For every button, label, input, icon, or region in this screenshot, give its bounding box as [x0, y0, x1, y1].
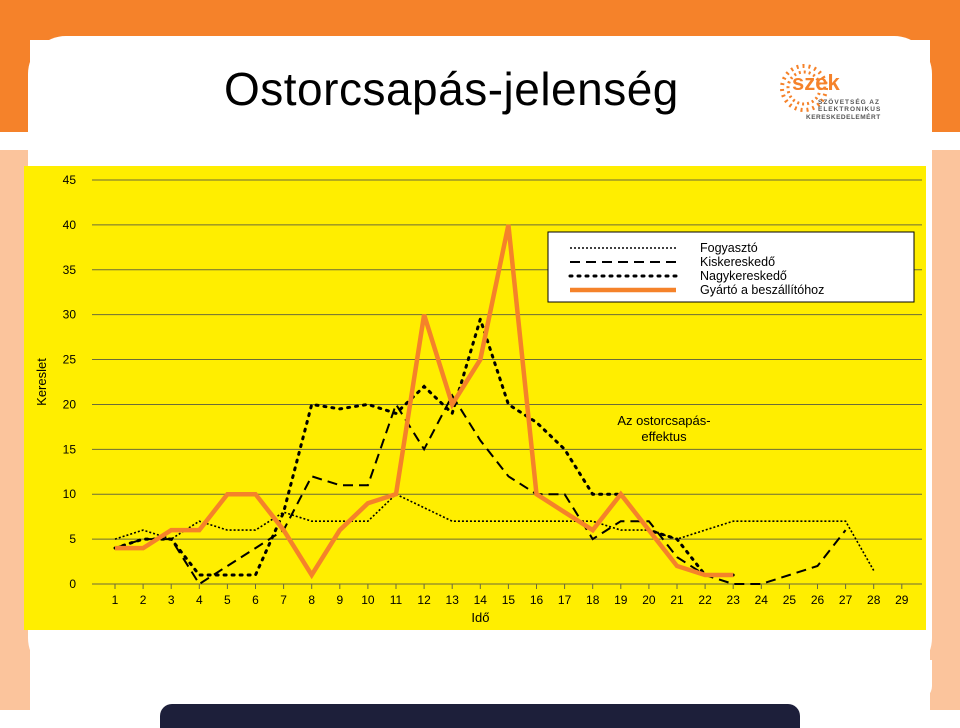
right-orange-strip [930, 40, 960, 132]
x-tick-11: 11 [389, 593, 403, 607]
x-tick-20: 20 [642, 593, 656, 607]
chart-legend [548, 232, 914, 302]
y-tick-15: 15 [62, 442, 76, 457]
x-tick-19: 19 [614, 593, 628, 607]
x-tick-13: 13 [445, 593, 459, 607]
x-tick-27: 27 [838, 593, 853, 607]
x-tick-29: 29 [895, 593, 909, 607]
top-orange-band [0, 0, 960, 40]
y-tick-30: 30 [62, 307, 76, 322]
x-axis-label: Idő [471, 610, 490, 625]
x-tick-21: 21 [670, 593, 684, 607]
right-peach-border [930, 150, 960, 710]
x-tick-24: 24 [754, 593, 768, 607]
x-tick-4: 4 [195, 593, 203, 607]
x-tick-2: 2 [139, 593, 147, 607]
x-tick-7: 7 [280, 593, 287, 607]
x-tick-25: 25 [782, 593, 797, 607]
logo-caption-1: SZÖVETSÉG AZ [818, 99, 880, 106]
demand-line-chart [24, 166, 926, 630]
annotation-line-1: Az ostorcsapás- [617, 413, 711, 428]
legend-label-1: Fogyasztó [700, 241, 758, 255]
left-orange-strip [0, 40, 30, 132]
x-tick-15: 15 [501, 593, 516, 607]
logo-wordmark: szek [792, 70, 840, 95]
x-tick-16: 16 [529, 593, 544, 607]
legend-label-3: Nagykereskedő [700, 269, 787, 283]
y-tick-20: 20 [62, 397, 76, 412]
x-tick-9: 9 [336, 593, 344, 607]
x-tick-18: 18 [586, 593, 600, 607]
chart-container [24, 166, 926, 630]
legend-label-4: Gyártó a beszállítóhoz [700, 283, 825, 297]
bottom-dark-bar [160, 704, 800, 728]
logo-caption-2: ELEKTRONIKUS [818, 106, 882, 113]
bottom-tab [232, 660, 932, 700]
y-tick-40: 40 [62, 217, 76, 232]
logo-caption-3: KERESKEDELEMÉRT [806, 114, 881, 121]
x-tick-8: 8 [308, 593, 316, 607]
x-tick-3: 3 [167, 593, 175, 607]
x-tick-14: 14 [473, 593, 487, 607]
x-tick-17: 17 [557, 593, 572, 607]
y-tick-25: 25 [62, 352, 76, 367]
y-tick-45: 45 [62, 173, 76, 187]
y-tick-5: 5 [69, 532, 76, 547]
x-tick-28: 28 [867, 593, 881, 607]
y-tick-10: 10 [62, 487, 76, 502]
y-tick-0: 0 [69, 577, 76, 591]
x-tick-23: 23 [726, 593, 740, 607]
szek-logo [778, 58, 908, 124]
legend-label-2: Kiskereskedő [700, 255, 776, 269]
x-tick-22: 22 [698, 593, 712, 607]
x-tick-6: 6 [252, 593, 259, 607]
x-tick-1: 1 [111, 593, 119, 607]
x-tick-10: 10 [361, 593, 375, 607]
y-tick-35: 35 [62, 262, 76, 277]
x-tick-12: 12 [417, 593, 431, 607]
annotation-line-2: effektus [641, 429, 687, 444]
x-tick-5: 5 [224, 593, 231, 607]
x-tick-26: 26 [810, 593, 825, 607]
slide-title: Ostorcsapás-jelenség [224, 63, 679, 115]
y-axis-label: Kereslet [34, 358, 49, 406]
